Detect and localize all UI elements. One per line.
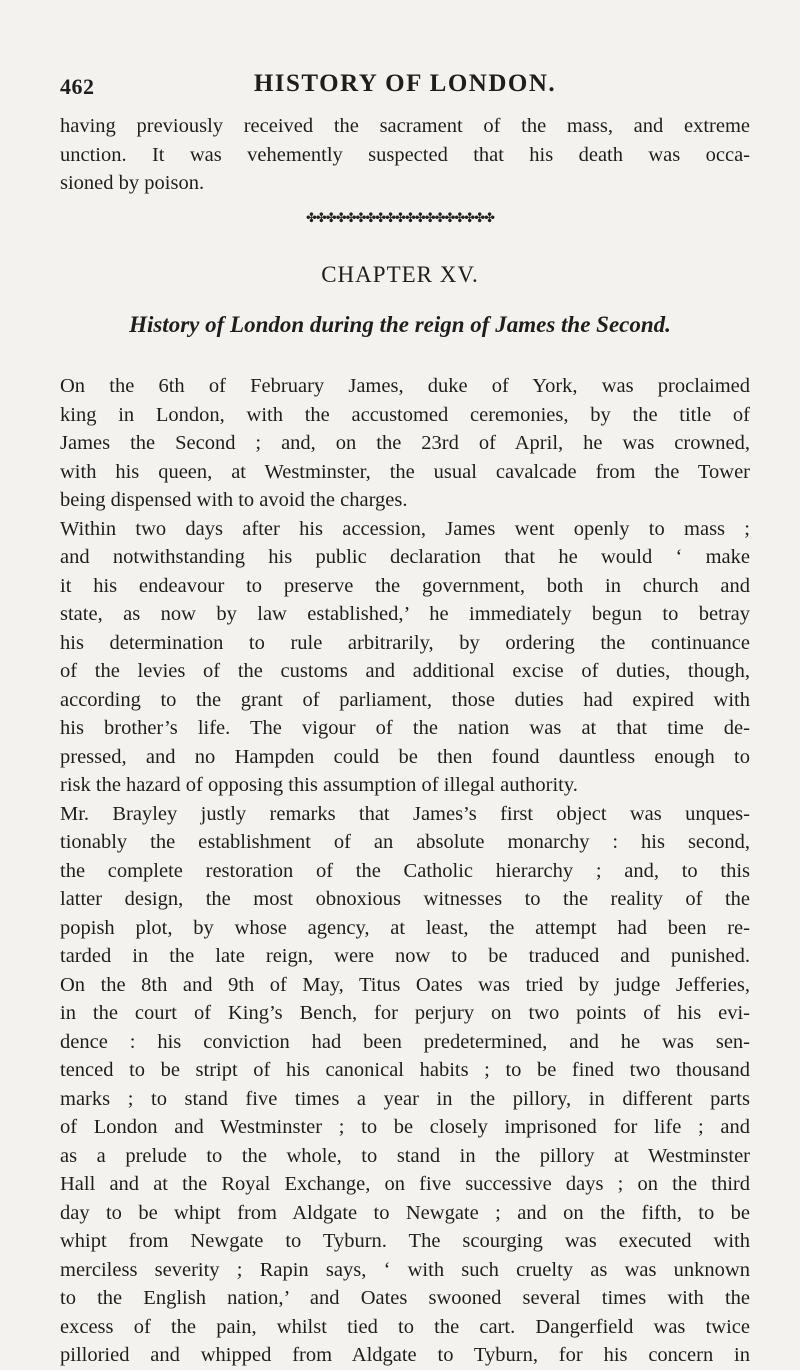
- text-line: pressed, and no Hampden could be then found dauntless enough to: [60, 745, 750, 768]
- text-line: tionably the establishment of an absolute monarchy : his second,: [60, 831, 750, 853]
- text-line: his brother’s life. The vigour of the nation was at that time de-: [60, 717, 750, 739]
- text-line: risk the hazard of opposing this assumption of illegal authority.: [60, 774, 578, 796]
- text-line: in the court of King’s Bench, for perjury on two points of his evi-: [60, 1002, 750, 1024]
- chapter-body: [60, 372, 750, 1370]
- text-line: to the English nation,’ and Oates swooned several times with the: [60, 1287, 750, 1309]
- text-line: Mr. Brayley justly remarks that James’s first object was unques-: [60, 802, 750, 825]
- text-line: king in London, with the accustomed ceremonies, by the title of: [60, 403, 750, 426]
- text-line: as a prelude to the whole, to stand in the pillory at Westminster: [60, 1144, 750, 1167]
- text-line: it his endeavour to preserve the government, both in church and: [60, 574, 750, 597]
- text-line: sioned by poison.: [60, 172, 205, 194]
- page-header: [60, 70, 750, 110]
- text-line: day to be whipt from Aldgate to Newgate ; and on the fifth, to be: [60, 1201, 750, 1224]
- text-line: whipt from Newgate to Tyburn. The scourging was executed with: [60, 1230, 750, 1252]
- text-line: On the 8th and 9th of May, Titus Oates was tried by judge Jefferies,: [60, 973, 750, 996]
- text-line: with his queen, at Westminster, the usual cavalcade from the Tower: [60, 460, 750, 483]
- text-line: Within two days after his accession, James went openly to mass ;: [60, 517, 750, 540]
- intro-paragraph: [60, 112, 750, 198]
- text-line: latter design, the most obnoxious witnesses to the reality of the: [60, 888, 750, 910]
- text-line: On the 6th of February James, duke of York, was proclaimed: [60, 375, 750, 397]
- text-line: unction. It was vehemently suspected that his death was occa-: [60, 143, 750, 166]
- running-title: HISTORY OF LONDON.: [253, 70, 557, 97]
- chapter-heading: CHAPTER XV.: [321, 262, 479, 287]
- text-line: according to the grant of parliament, those duties had expired with: [60, 688, 750, 711]
- text-line: of the levies of the customs and additional excise of duties, though,: [60, 660, 750, 682]
- text-line: merciless severity ; Rapin says, ‘ with such cruelty as was unknown: [60, 1258, 750, 1281]
- text-line: state, as now by law established,’ he immediately begun to betray: [60, 603, 750, 625]
- text-line: dence : his conviction had been predetermined, and he was sen-: [60, 1030, 750, 1053]
- text-line: and notwithstanding his public declaration that he would ‘ make: [60, 546, 750, 568]
- text-line: excess of the pain, whilst tied to the cart. Dangerfield was twice: [60, 1315, 750, 1338]
- ornamental-divider: ✤✤✤✤✤✤✤✤✤✤✤✤✤✤✤✤✤✤✤: [306, 210, 494, 225]
- text-line: marks ; to stand five times a year in the pillory, in different parts: [60, 1087, 750, 1110]
- text-line: tarded in the late reign, were now to be traduced and punished.: [60, 945, 750, 967]
- text-line: being dispensed with to avoid the charges.: [60, 489, 408, 511]
- text-line: having previously received the sacrament of the mass, and extreme: [60, 115, 750, 137]
- text-line: tenced to be stript of his canonical habits ; to be fined two thousand: [60, 1059, 750, 1081]
- text-line: the complete restoration of the Catholic hierarchy ; and, to this: [60, 859, 750, 882]
- text-line: popish plot, by whose agency, at least, the attempt had been re-: [60, 916, 750, 939]
- chapter-title: History of London during the reign of James the Second.: [129, 312, 671, 337]
- text-line: Hall and at the Royal Exchange, on five successive days ; on the third: [60, 1173, 750, 1195]
- text-line: of London and Westminster ; to be closely imprisoned for life ; and: [60, 1116, 750, 1138]
- page-number: 462: [60, 74, 95, 99]
- text-line: pilloried and whipped from Aldgate to Tyburn, for his concern in: [60, 1344, 750, 1366]
- text-line: James the Second ; and, on the 23rd of April, he was crowned,: [60, 432, 750, 454]
- text-line: his determination to rule arbitrarily, by ordering the continuance: [60, 631, 750, 654]
